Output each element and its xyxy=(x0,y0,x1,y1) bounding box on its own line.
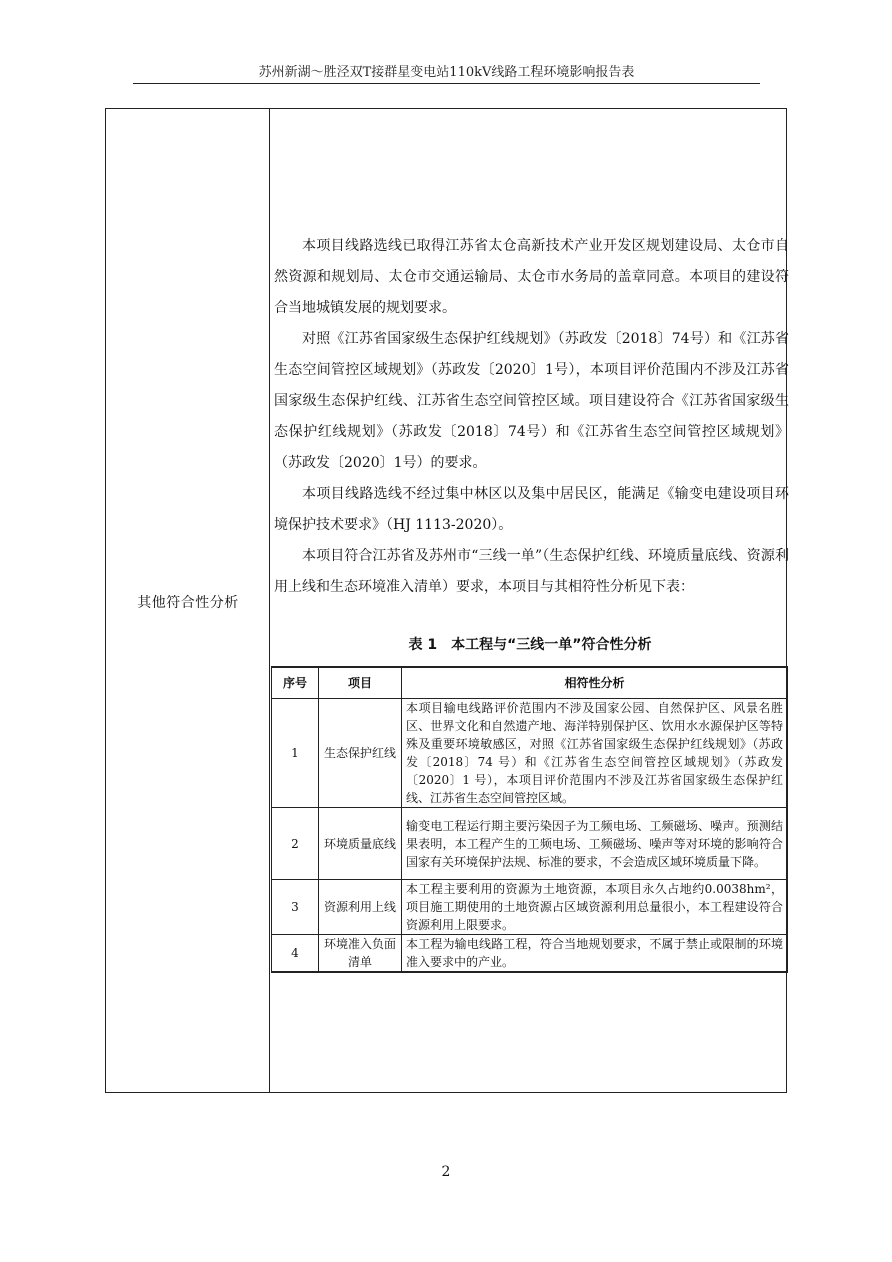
table-row xyxy=(272,808,788,880)
paragraph-ecological-redline: 对照《江苏省国家级生态保护红线规划》（苏政发〔2018〕74号）和《江苏省生态空间管控区域规划》（苏政发〔2020〕1号），本项目评价范围内不涉及江苏省国家级生态保护红线、江苏省生态空间管控区域。项目建设符合《江苏省国家级生态保护红线规划》（苏政发〔2018〕74号）和《江苏省生态空间管控区域规划》（苏政发〔2020〕1号）的要求。 xyxy=(274,331,789,471)
table-row xyxy=(272,699,788,808)
table-caption: 表 1 本工程与“三线一单”符合性分析 xyxy=(408,637,652,653)
row-no: 2 xyxy=(272,808,319,880)
table-row xyxy=(272,880,788,935)
row-no: 4 xyxy=(272,935,319,973)
page-number: 2 xyxy=(441,1164,451,1180)
section-label: 其他符合性分析 xyxy=(137,595,239,611)
table-header-row xyxy=(272,667,788,699)
page-header: 苏州新湖～胜泾双T接群星变电站110kV线路工程环境影响报告表 xyxy=(133,64,760,84)
row-analysis: 本项目输电线路评价范围内不涉及国家公园、自然保护区、风景名胜区、世界文化和自然遗产地、海洋特别保护区、饮用水水源保护区等特殊及重要环境敏感区，对照《江苏省国家级生态保护红线规划》（苏政发〔2018〕74 号）和《江苏省生态空间管控区域规划》（苏政发〔2020〕1 号），本项目评价范围内不涉及江苏省国家级生态保护红线、江苏省生态空间管控区域。 xyxy=(402,699,788,808)
paragraph-route-avoidance: 本项目线路选线不经过集中林区以及集中居民区，能满足《输变电建设项目环境保护技术要求》（HJ 1113-2020）。 xyxy=(274,486,789,533)
row-item: 生态保护红线 xyxy=(319,699,402,808)
row-item: 资源利用上线 xyxy=(319,880,402,935)
row-item: 环境质量底线 xyxy=(319,808,402,880)
conformity-table xyxy=(271,666,788,973)
paragraph-route-approval: 本项目线路选线已取得江苏省太仓高新技术产业开发区规划建设局、太仓市自然资源和规划局、太仓市交通运输局、太仓市水务局的盖章同意。本项目的建设符合当地城镇发展的规划要求。 xyxy=(274,238,789,316)
left-label-cell xyxy=(106,109,270,1092)
header-item: 项目 xyxy=(319,667,402,699)
row-no: 3 xyxy=(272,880,319,935)
row-analysis: 本工程为输电线路工程，符合当地规划要求，不属于禁止或限制的环境准入要求中的产业。 xyxy=(402,935,788,973)
row-item: 环境准入负面清单 xyxy=(319,935,402,973)
header-no: 序号 xyxy=(272,667,319,699)
row-analysis: 本工程主要利用的资源为土地资源，本项目永久占地约0.0038hm²，项目施工期使用的土地资源占区域资源利用总量很小，本工程建设符合资源利用上限要求。 xyxy=(402,880,788,935)
table-row xyxy=(272,935,788,973)
header-analysis: 相符性分析 xyxy=(402,667,788,699)
row-analysis: 输变电工程运行期主要污染因子为工频电场、工频磁场、噪声。预测结果表明，本工程产生的工频电场、工频磁场、噪声等对环境的影响符合国家有关环境保护法规、标准的要求，不会造成区域环境质量下降。 xyxy=(402,808,788,880)
paragraph-three-lines: 本项目符合江苏省及苏州市“三线一单”（生态保护红线、环境质量底线、资源利用上线和生态环境准入清单）要求，本项目与其相符性分析见下表： xyxy=(274,548,789,595)
form-table-frame xyxy=(105,108,787,1093)
row-no: 1 xyxy=(272,699,319,808)
